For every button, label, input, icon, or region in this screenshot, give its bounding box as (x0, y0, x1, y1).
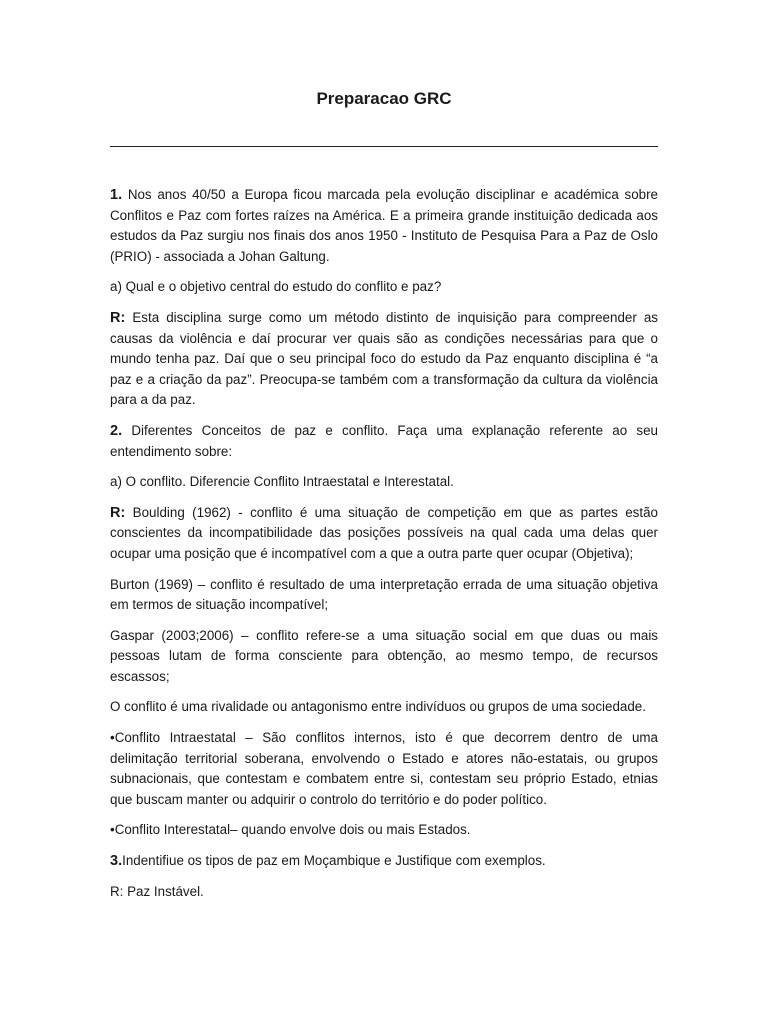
question-3 (110, 851, 658, 872)
answer-2a (110, 503, 658, 565)
answer-3: R: Paz Instável. (110, 883, 204, 899)
question-3-number: 3. (110, 853, 123, 870)
question-1-number: 1. (110, 187, 123, 203)
document-title: Preparacao GRC (316, 89, 452, 108)
question-2a: a) O conflito. Diferencie Conflito Intraestatal e Interestatal. (110, 474, 454, 490)
answer-2a-label: R: (110, 504, 126, 521)
document-body (110, 185, 658, 902)
question-1-text: Nos anos 40/50 a Europa ficou marcada pela evolução disciplinar e académica sobre Conflitos e Paz com fortes raízes na América. E a primeira grande instituição dedicada aos estudos da Paz surgiu nos finais dos anos 1950 - Instituto de Pesquisa Para a Paz de Oslo (PRIO) - associada a Johan Galtung. (110, 187, 658, 264)
question-2-number: 2. (110, 422, 123, 439)
answer-1a-text: Esta disciplina surge como um método distinto de inquisição para compreender as causas da violência e daí procurar ver quais são as condições necessárias para que o mundo tenha paz. Daí que o seu principal foco do estudo da Paz enquanto disciplina é “a paz e a criação da paz”. Preocupa-se também com a transformação da cultura da violência para a da paz. (110, 309, 658, 408)
question-2 (110, 421, 658, 462)
document-page (110, 0, 658, 912)
title-divider (110, 146, 658, 147)
answer-2a-intraestatal: •Conflito Intraestatal – São conflitos internos, isto é que decorrem dentro de uma delimitação territorial soberana, envolvendo o Estado e atores não-estatais, ou grupos subnacionais, que contestam e combatem entre si, contestam seu próprio Estado, etnias que buscam manter ou adquirir o controlo do território e do poder político. (110, 730, 658, 807)
answer-1a-label: R: (110, 309, 126, 326)
answer-2a-burton: Burton (1969) – conflito é resultado de uma interpretação errada de uma situação objetiva em termos de situação incompatível; (110, 576, 658, 613)
question-3-text: Indentifiue os tipos de paz em Moçambique e Justifique com exemplos. (122, 853, 546, 869)
answer-2a-interestatal: •Conflito Interestatal– quando envolve dois ou mais Estados. (110, 822, 471, 838)
answer-1a (110, 308, 658, 411)
answer-2a-gaspar: Gaspar (2003;2006) – conflito refere-se a uma situação social em que duas ou mais pessoas lutam de forma consciente para obtenção, ao mesmo tempo, de recursos escassos; (110, 627, 658, 684)
answer-2a-definition: O conflito é uma rivalidade ou antagonismo entre indivíduos ou grupos de uma sociedade. (110, 699, 646, 715)
question-1 (110, 185, 658, 267)
answer-2a-text: Boulding (1962) - conflito é uma situação de competição em que as partes estão conscientes da incompatibilidade das posições possíveis na qual cada uma delas quer ocupar uma posição que é incompatível com a que a outra parte quer ocupar (Objetiva); (110, 504, 658, 561)
question-1a: a) Qual e o objetivo central do estudo do conflito e paz? (110, 279, 442, 295)
question-2-text: Diferentes Conceitos de paz e conflito. Faça uma explanação referente ao seu entendimento sobre: (110, 422, 658, 459)
